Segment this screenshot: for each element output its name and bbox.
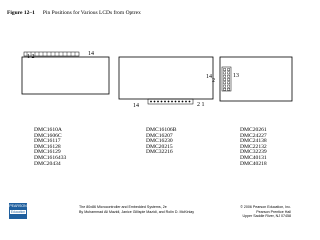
publisher-info [240, 205, 291, 219]
lcd-right-pin-label-bottom: 2 [212, 78, 215, 84]
pearson-logo [9, 203, 27, 219]
part-number: DMC16129 [34, 149, 61, 156]
lcd-middle-pin-label-right: 14 [206, 74, 212, 80]
part-number: DMC32216 [146, 149, 173, 156]
part-number: DMC40131 [240, 154, 267, 161]
part-number: DMC16128 [34, 143, 61, 150]
book-authors: By Muhammad Ali Mazidi, Janice Gillispie Mazidi, and Rolin D. McKinlay [79, 209, 195, 214]
address-line: Upper Saddle River, NJ 07458 [242, 214, 291, 219]
part-number: DMC16106B [146, 127, 177, 133]
lcd-right-pin-label-top: 13 [233, 73, 239, 79]
part-number: DMC1610A [34, 127, 62, 133]
part-number: DMC24138 [240, 138, 267, 145]
logo-text-top: PEARSON [9, 204, 27, 208]
figure-label: Figure 12–1 [7, 10, 35, 16]
lcd-right-pin-column [222, 67, 231, 91]
book-citation [79, 205, 194, 214]
part-list-middle [146, 128, 176, 156]
part-number: DMC22132 [240, 143, 267, 150]
part-number: DMC16207 [146, 132, 173, 139]
lcd-middle-pin-label-end: 2 1 [197, 102, 205, 108]
part-number: DMC16230 [146, 138, 173, 145]
lcd-left-pin-label-start: 1 2 [27, 54, 35, 60]
book-title: The 80x86 Microcontroller and Embedded Systems, 2e [79, 205, 167, 209]
part-number: DMC20215 [146, 143, 173, 150]
part-list-left [34, 128, 66, 167]
logo-text-bottom: Education [10, 210, 26, 214]
slide-footer [0, 199, 300, 225]
lcd-middle-pin-label-start: 14 [133, 103, 139, 109]
part-number: DMC40218 [240, 160, 267, 167]
copyright-line: © 2006 Pearson Education, Inc. [240, 205, 291, 209]
lcd-middle-outline [119, 57, 213, 99]
lcd-left-outline [22, 57, 109, 94]
part-number: DMC16117 [34, 138, 61, 145]
lcd-left-pin-label-end: 14 [88, 51, 94, 57]
part-number: DMC20261 [240, 127, 267, 133]
lcd-middle-pin-row [148, 99, 193, 104]
part-list-right [240, 128, 267, 167]
part-number: DMC20434 [34, 160, 61, 167]
part-number: DMC1606C [34, 132, 62, 139]
part-number: DMC32239 [240, 149, 267, 156]
part-number: DMC1616433 [34, 154, 67, 161]
figure-caption: Pin Positions for Various LCDs from Optrex [42, 10, 141, 16]
part-number: DMC24227 [240, 132, 267, 139]
publisher-line: Pearson Prentice Hall [256, 209, 291, 214]
